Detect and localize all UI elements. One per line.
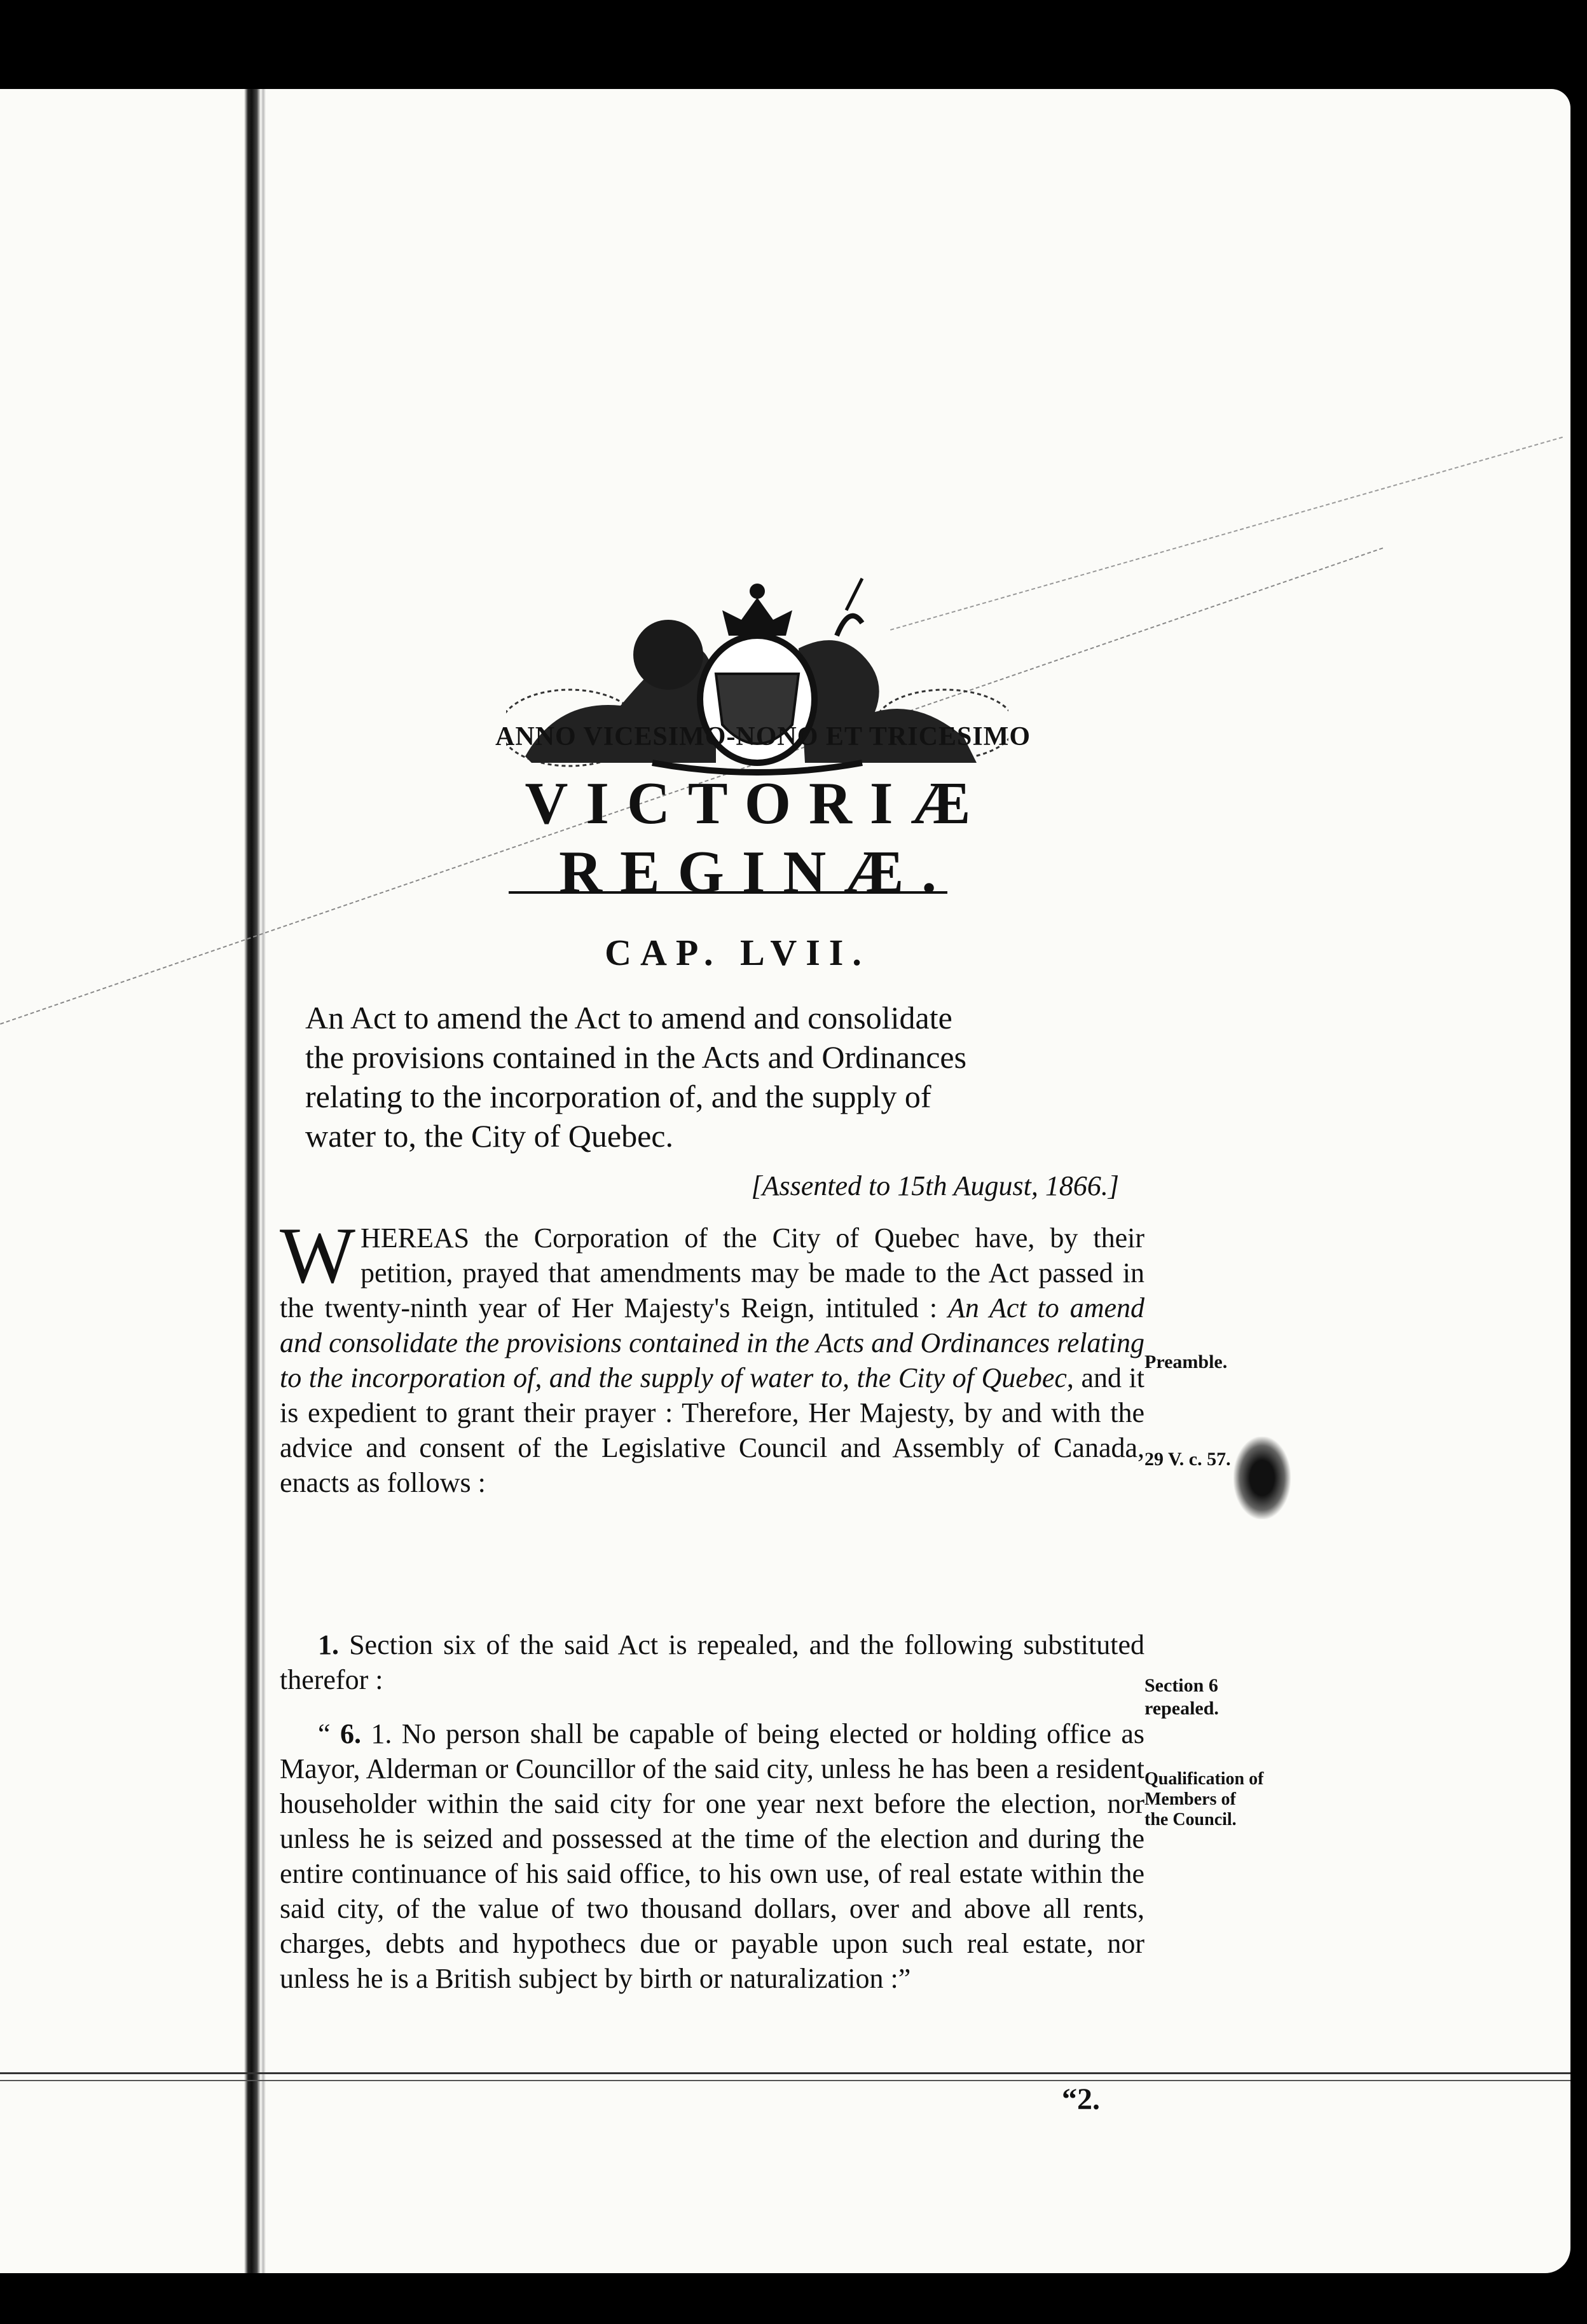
sidenote-preamble: Preamble. [1144, 1351, 1228, 1372]
sidenote-section-6 [1144, 1674, 1219, 1720]
cited-act-title: An Act to amend and consolidate the provisions contained in the Acts and Ordinances relating to the incorporation of, and the supply of water to, the City of Quebec [280, 1292, 1145, 1393]
open-quote: “ [318, 1718, 340, 1749]
drop-cap: W [280, 1212, 355, 1300]
act-title-line: water to, the City of Quebec. [305, 1118, 673, 1154]
regnal-title: VICTORIÆ REGINÆ. [525, 770, 989, 905]
heading-rule [509, 891, 947, 894]
catchword: “2. [1062, 2082, 1100, 2116]
ink-smudge [1233, 1437, 1291, 1519]
section-number: 6. [340, 1718, 361, 1749]
assent-date: [Assented to 15th August, 1866.] [751, 1170, 1119, 1201]
sidenote-line: Qualification of [1144, 1769, 1264, 1789]
act-title [305, 998, 1157, 1156]
act-title-line: relating to the incorporation of, and the supply of [305, 1079, 931, 1114]
footer-rule [0, 2080, 1570, 2081]
footer-rule [0, 2072, 1570, 2074]
section-number: 1. [318, 1629, 339, 1660]
sidenote-line: repealed. [1144, 1698, 1219, 1719]
document-page [0, 89, 1570, 2273]
section-text: Section six of the said Act is repealed, and the following substituted therefor : [280, 1629, 1144, 1695]
preamble-paragraph [280, 1212, 1145, 1500]
preamble-text-end: , and it is expedient to grant their prayer : Therefore, Her Majesty, by and with the advice and consent of the Legislative Council and Assembly of Canada, enacts as follows : [280, 1362, 1145, 1498]
act-title-line: An Act to amend the Act to amend and consolidate [305, 1000, 952, 1036]
sidenote-qualification [1144, 1769, 1263, 1830]
sidenote-line: the Council. [1144, 1810, 1237, 1829]
section-1-paragraph [280, 1627, 1144, 1697]
act-title-line: the provisions contained in the Acts and Ordinances [305, 1039, 967, 1075]
binding-edge [244, 89, 270, 2273]
sidenote-line: Section 6 [1144, 1675, 1218, 1696]
sidenote-citation: 29 V. c. 57. [1144, 1449, 1231, 1470]
chapter-number: CAP. LVII. [605, 932, 870, 973]
section-text: 1. No person shall be capable of being elected or holding office as Mayor, Alderman or Councillor of the said city, unless he has been a resident householder within the said city for one year next before the election, nor unless he is seized and possessed at the time of the election and during the entire continuance of his said office, to his own use, of real estate within the said city, of the value of two thousand dollars, over and above all rents, charges, debts and hypothecs due or payable upon such real estate, nor unless he is a British subject by birth or naturalization :” [280, 1718, 1144, 1994]
regnal-year-heading: ANNO VICESIMO-NONO ET TRICESIMO [495, 722, 1031, 751]
section-6-paragraph [280, 1716, 1144, 1996]
preamble-text: HEREAS the Corporation of the City of Quebec have, by their petition, prayed that amendments may be made to the Act passed in the twenty-ninth year of Her Majesty's Reign, intituled : [280, 1222, 1144, 1323]
sidenote-line: Members of [1144, 1789, 1236, 1809]
